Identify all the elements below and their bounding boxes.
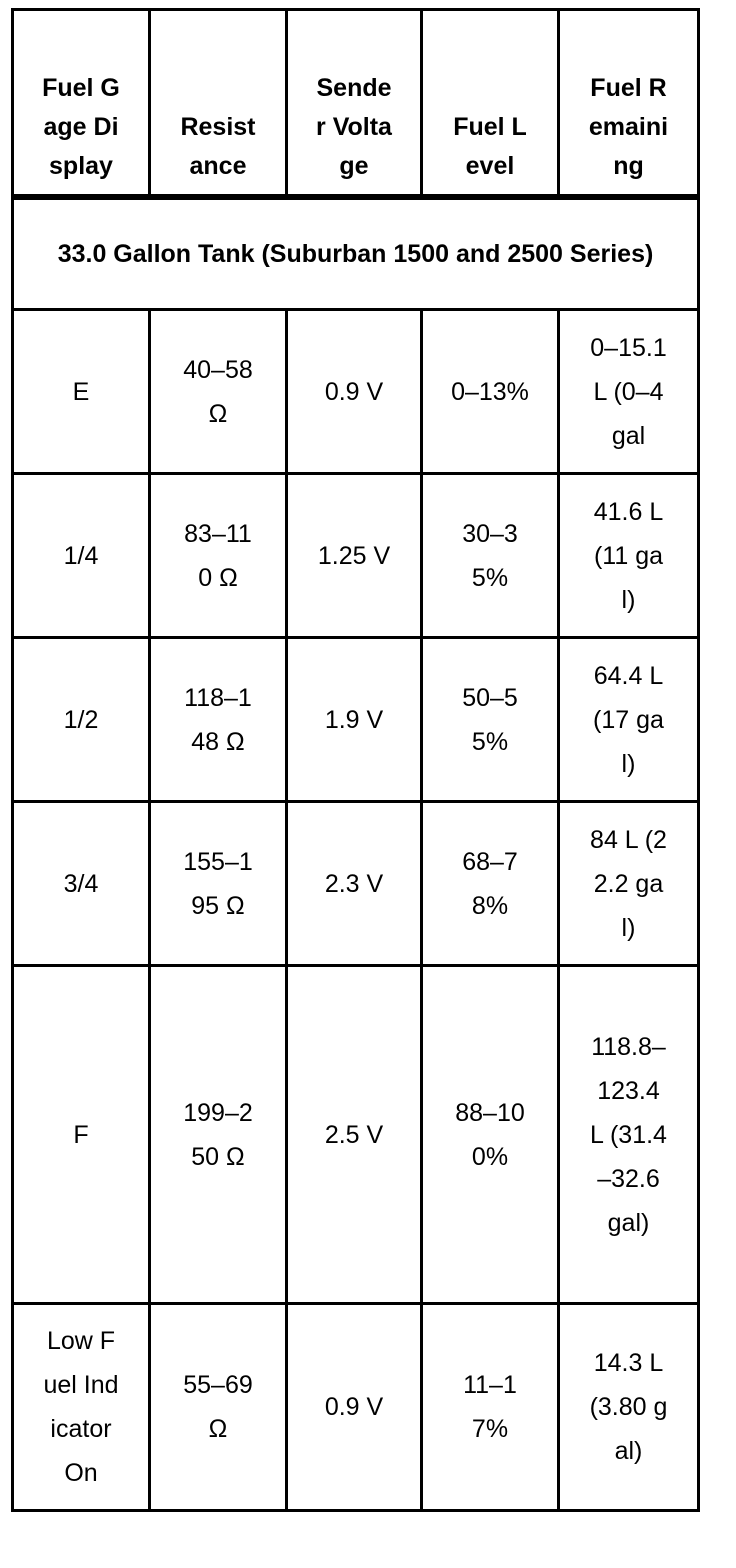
cell-sender-voltage: 0.9 V — [324, 377, 384, 406]
table-cell — [150, 310, 287, 474]
table-cell — [150, 802, 287, 966]
table-cell — [150, 1304, 287, 1511]
header-resistance: Resistance — [180, 113, 256, 180]
table-cell — [422, 1304, 559, 1511]
header-cell — [13, 10, 150, 198]
table-row — [13, 802, 699, 966]
table-cell — [287, 474, 422, 638]
table-cell — [13, 474, 150, 638]
header-cell — [150, 10, 287, 198]
table-cell — [13, 1304, 150, 1511]
cell-fuel-remaining: 14.3 L (3.80 gal) — [589, 1349, 668, 1465]
table-cell — [287, 310, 422, 474]
cell-gage-display: 1/4 — [63, 541, 99, 570]
cell-sender-voltage: 2.3 V — [324, 869, 384, 898]
cell-fuel-remaining: 0–15.1 L (0–4 gal — [590, 333, 667, 450]
section-title: 33.0 Gallon Tank (Suburban 1500 and 2500 Series) — [57, 240, 654, 268]
table-cell — [422, 802, 559, 966]
cell-gage-display: F — [73, 1120, 89, 1149]
cell-fuel-remaining: 84 L (22.2 gal) — [590, 825, 667, 942]
table-cell — [559, 966, 699, 1304]
cell-gage-display: Low Fuel Indicator On — [43, 1327, 119, 1487]
cell-fuel-level: 0–13% — [451, 377, 529, 406]
section-row — [13, 197, 699, 310]
cell-gage-display: 1/2 — [63, 705, 99, 734]
cell-fuel-level: 11–17% — [463, 1371, 517, 1443]
cell-resistance: 83–110 Ω — [184, 519, 252, 592]
section-cell — [13, 197, 699, 310]
cell-resistance: 40–58 Ω — [183, 355, 253, 428]
header-fuel-level: Fuel Level — [453, 113, 527, 180]
table-cell — [559, 310, 699, 474]
header-cell — [559, 10, 699, 198]
table-cell — [422, 966, 559, 1304]
table-cell — [559, 802, 699, 966]
table-cell — [422, 638, 559, 802]
cell-sender-voltage: 1.9 V — [324, 705, 384, 734]
header-sender-voltage: Sender Voltage — [316, 74, 392, 180]
cell-gage-display: 3/4 — [63, 869, 99, 898]
cell-fuel-remaining: 118.8–123.4 L (31.4–32.6 gal) — [590, 1032, 667, 1237]
table-cell — [150, 474, 287, 638]
table-cell — [559, 474, 699, 638]
header-fuel-remaining: Fuel Remaining — [588, 74, 669, 180]
table-cell — [287, 966, 422, 1304]
table-row — [13, 1304, 699, 1511]
cell-resistance: 199–250 Ω — [183, 1098, 253, 1171]
cell-fuel-level: 88–100% — [455, 1098, 525, 1171]
cell-resistance: 155–195 Ω — [183, 847, 253, 920]
table-cell — [150, 966, 287, 1304]
cell-sender-voltage: 1.25 V — [317, 541, 391, 570]
table-cell — [150, 638, 287, 802]
cell-resistance: 118–148 Ω — [184, 683, 252, 756]
cell-gage-display: E — [72, 377, 90, 406]
cell-fuel-level: 50–55% — [462, 683, 518, 756]
header-cell — [422, 10, 559, 198]
cell-sender-voltage: 0.9 V — [324, 1393, 384, 1421]
table-cell — [287, 1304, 422, 1511]
cell-fuel-level: 30–35% — [462, 519, 518, 592]
cell-fuel-remaining: 41.6 L (11 gal) — [593, 497, 664, 614]
table-cell — [13, 966, 150, 1304]
table-row — [13, 966, 699, 1304]
table-cell — [13, 638, 150, 802]
fuel-gage-table — [11, 8, 700, 1512]
header-fuel-gage-display: Fuel Gage Display — [42, 74, 120, 180]
cell-fuel-remaining: 64.4 L (17 gal) — [593, 661, 664, 778]
table-row — [13, 474, 699, 638]
table-cell — [287, 638, 422, 802]
table-cell — [13, 802, 150, 966]
table-cell — [559, 1304, 699, 1511]
header-cell — [287, 10, 422, 198]
cell-resistance: 55–69 Ω — [183, 1371, 253, 1443]
table-cell — [422, 310, 559, 474]
cell-fuel-level: 68–78% — [462, 847, 518, 920]
table-cell — [287, 802, 422, 966]
table-row — [13, 310, 699, 474]
table-cell — [13, 310, 150, 474]
cell-sender-voltage: 2.5 V — [324, 1120, 384, 1149]
table-cell — [422, 474, 559, 638]
table-row — [13, 638, 699, 802]
table-header-row — [13, 10, 699, 198]
table-cell — [559, 638, 699, 802]
